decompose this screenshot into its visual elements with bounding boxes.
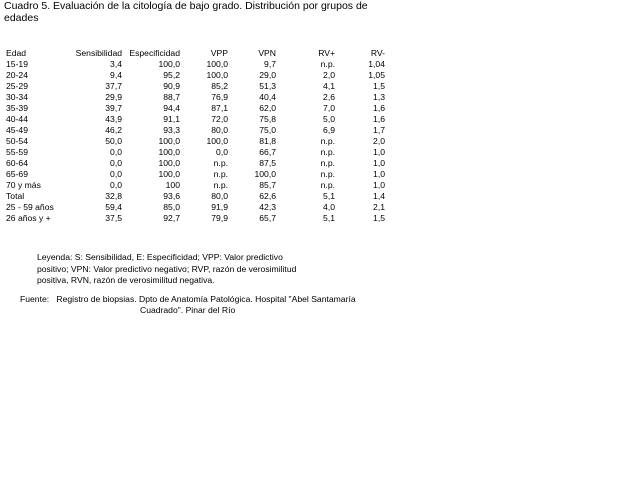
value-cell: 81,8	[259, 136, 276, 146]
value-cell: 1,6	[373, 103, 385, 113]
value-cell: n.p.	[320, 169, 335, 179]
value-cell: n.p.	[320, 158, 335, 168]
source-text-continued: Cuadrado". Pinar del Río	[140, 305, 236, 315]
value-cell: 95,2	[163, 70, 180, 80]
age-group-cell: 50-54	[6, 136, 28, 146]
value-cell: 1,7	[373, 125, 385, 135]
value-cell: 92,7	[163, 213, 180, 223]
value-cell: n.p.	[320, 147, 335, 157]
header-rv-pos: RV+	[318, 48, 335, 58]
value-cell: 9,7	[264, 59, 276, 69]
source-first-line	[20, 294, 380, 305]
table-row	[6, 59, 385, 70]
value-cell: 62,0	[259, 103, 276, 113]
table-row	[6, 103, 385, 114]
value-cell: 100	[165, 180, 180, 190]
value-cell: 85,7	[259, 180, 276, 190]
value-cell: 80,0	[211, 125, 228, 135]
value-cell: 100,0	[158, 169, 180, 179]
header-edad: Edad	[6, 48, 27, 58]
source-note	[20, 294, 380, 316]
value-cell: 93,3	[163, 125, 180, 135]
age-group-cell: 65-69	[6, 169, 28, 179]
table-row	[6, 213, 385, 224]
age-group-cell: 55-59	[6, 147, 28, 157]
value-cell: 62,6	[259, 191, 276, 201]
value-cell: 2,0	[323, 70, 335, 80]
age-group-cell: Total	[6, 191, 25, 201]
age-group-cell: 25-29	[6, 81, 28, 91]
value-cell: 43,9	[105, 114, 122, 124]
header-especificidad: Especificidad	[129, 48, 180, 58]
value-cell: 0,0	[110, 147, 122, 157]
value-cell: 90,9	[163, 81, 180, 91]
value-cell: n.p.	[320, 59, 335, 69]
table-row	[6, 147, 385, 158]
value-cell: 50,0	[105, 136, 122, 146]
value-cell: n.p.	[320, 136, 335, 146]
value-cell: 5,1	[323, 191, 335, 201]
value-cell: 37,5	[105, 213, 122, 223]
value-cell: n.p.	[213, 158, 228, 168]
value-cell: 1,0	[373, 169, 385, 179]
value-cell: 87,1	[211, 103, 228, 113]
source-label: Fuente:	[20, 294, 50, 304]
value-cell: 0,0	[110, 180, 122, 190]
table-row	[6, 125, 385, 136]
value-cell: 2,6	[323, 92, 335, 102]
value-cell: 39,7	[105, 103, 122, 113]
value-cell: 91,9	[211, 202, 228, 212]
legend	[37, 252, 337, 287]
table-row	[6, 114, 385, 125]
legend-line: positiva, RVN, razón de verosimilitud negativa.	[37, 275, 215, 285]
table-row	[6, 136, 385, 147]
value-cell: 42,3	[259, 202, 276, 212]
value-cell: 0,0	[110, 169, 122, 179]
table-row	[6, 81, 385, 92]
value-cell: 37,7	[105, 81, 122, 91]
value-cell: 2,0	[373, 136, 385, 146]
evaluation-table	[6, 48, 385, 224]
value-cell: 87,5	[259, 158, 276, 168]
value-cell: 29,0	[259, 70, 276, 80]
table-row	[6, 158, 385, 169]
value-cell: n.p.	[213, 180, 228, 190]
value-cell: 1,5	[373, 213, 385, 223]
value-cell: 72,0	[211, 114, 228, 124]
value-cell: 46,2	[105, 125, 122, 135]
value-cell: n.p.	[213, 169, 228, 179]
value-cell: 88,7	[163, 92, 180, 102]
table-row	[6, 70, 385, 81]
value-cell: 4,0	[323, 202, 335, 212]
value-cell: 1,6	[373, 114, 385, 124]
value-cell: 80,0	[211, 191, 228, 201]
value-cell: 93,6	[163, 191, 180, 201]
value-cell: 91,1	[163, 114, 180, 124]
value-cell: 100,0	[158, 59, 180, 69]
age-group-cell: 25 - 59 años	[6, 202, 54, 212]
value-cell: 9,4	[110, 70, 122, 80]
value-cell: 75,0	[259, 125, 276, 135]
value-cell: 51,3	[259, 81, 276, 91]
value-cell: 94,4	[163, 103, 180, 113]
value-cell: 100,0	[206, 59, 228, 69]
value-cell: 3,4	[110, 59, 122, 69]
value-cell: 85,2	[211, 81, 228, 91]
table-row	[6, 92, 385, 103]
value-cell: 100,0	[158, 136, 180, 146]
value-cell: 65,7	[259, 213, 276, 223]
value-cell: 100,0	[206, 70, 228, 80]
value-cell: 2,1	[373, 202, 385, 212]
age-group-cell: 30-34	[6, 92, 28, 102]
age-group-cell: 60-64	[6, 158, 28, 168]
table-body	[6, 59, 385, 224]
header-rv-neg: RV-	[370, 48, 385, 58]
table-row	[6, 180, 385, 191]
age-group-cell: 40-44	[6, 114, 28, 124]
value-cell: 4,1	[323, 81, 335, 91]
value-cell: 1,3	[373, 92, 385, 102]
value-cell: 1,4	[373, 191, 385, 201]
age-group-cell: 26 años y +	[6, 213, 51, 223]
header-vpp: VPP	[210, 48, 228, 58]
value-cell: 100,0	[158, 147, 180, 157]
legend-line: positivo; VPN: Valor predictivo negativo; RVP, razón de verosimilitud	[37, 263, 297, 274]
age-group-cell: 20-24	[6, 70, 28, 80]
value-cell: 100,0	[158, 158, 180, 168]
table-row	[6, 202, 385, 213]
value-cell: 7,0	[323, 103, 335, 113]
value-cell: 1,05	[368, 70, 385, 80]
value-cell: 1,0	[373, 147, 385, 157]
value-cell: 1,0	[373, 180, 385, 190]
value-cell: 40,4	[259, 92, 276, 102]
value-cell: 1,5	[373, 81, 385, 91]
value-cell: 59,4	[105, 202, 122, 212]
value-cell: 76,9	[211, 92, 228, 102]
source-text: Registro de biopsias. Dpto de Anatomía Patológica. Hospital "Abel Santamaría	[56, 294, 356, 304]
value-cell: n.p.	[320, 180, 335, 190]
value-cell: 79,9	[211, 213, 228, 223]
value-cell: 0,0	[110, 158, 122, 168]
value-cell: 32,8	[105, 191, 122, 201]
value-cell: 1,0	[373, 158, 385, 168]
table-row	[6, 169, 385, 180]
age-group-cell: 70 y más	[6, 180, 41, 190]
value-cell: 100,0	[206, 136, 228, 146]
value-cell: 66,7	[259, 147, 276, 157]
header-vpn: VPN	[258, 48, 276, 58]
age-group-cell: 45-49	[6, 125, 28, 135]
legend-line: Leyenda: S: Sensibilidad, E: Especificidad; VPP: Valor predictivo	[37, 252, 283, 262]
value-cell: 5,1	[323, 213, 335, 223]
value-cell: 75,8	[259, 114, 276, 124]
header-sensibilidad: Sensibilidad	[75, 48, 122, 58]
table-row	[6, 191, 385, 202]
value-cell: 5,0	[323, 114, 335, 124]
value-cell: 6,9	[323, 125, 335, 135]
value-cell: 100,0	[254, 169, 276, 179]
value-cell: 85,0	[163, 202, 180, 212]
value-cell: 0,0	[216, 147, 228, 157]
age-group-cell: 15-19	[6, 59, 28, 69]
value-cell: 29,9	[105, 92, 122, 102]
table-caption: Cuadro 5. Evaluación de la citología de bajo grado. Distribución por grupos de edades	[4, 0, 368, 24]
value-cell: 1,04	[368, 59, 385, 69]
table-header-row	[6, 48, 385, 59]
age-group-cell: 35-39	[6, 103, 28, 113]
